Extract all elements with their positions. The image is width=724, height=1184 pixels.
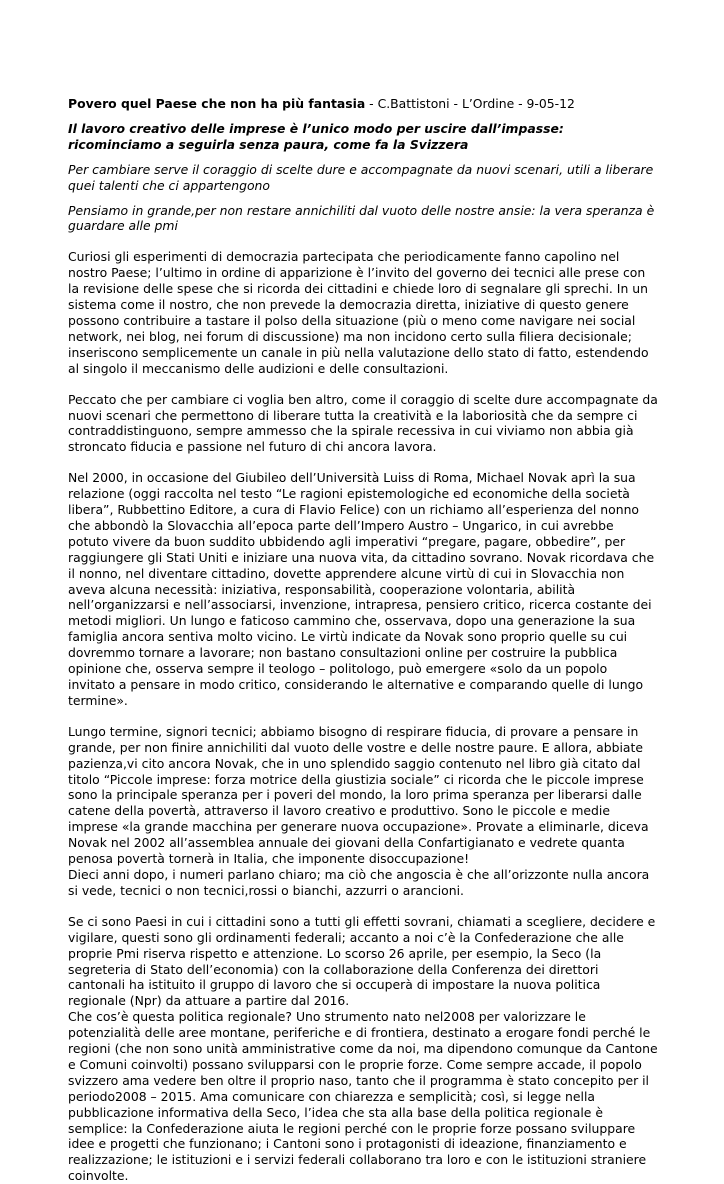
paragraph-3: Nel 2000, in occasione del Giubileo dell’Università Luiss di Roma, Michael Novak aprì la sua relazione (oggi raccolta nel testo “Le ragioni epistemologiche ed economiche della società libera”, Rubbettino Editore, a cura di Flavio Felice) con un richiamo all’esperienza del nonno che abbondò la Slovacchia all’epoca parte dell’Impero Austro – Ungarico, in cui avrebbe potuto vivere da buon suddito ubbidendo agli imperativi “pregare, pagare, obbedire”, per raggiungere gli Stati Uniti e iniziare una nuova vita, da cittadino sovrano. Novak ricordava che il nonno, nel diventare cittadino, dovette apprendere alcune virtù di cui in Slovacchia non aveva alcuna necessità: iniziativa, responsabilità, cooperazione volontaria, abilità nell’organizzarsi e nell’associarsi, invenzione, intrapresa, pensiero critico, ricerca costante dei metodi migliori. Un lungo e faticoso cammino che, osservava, dopo una generazione la sua famiglia ancora sentiva molto vicino. Le virtù indicate da Novak sono proprio quelle su cui dovremmo tornare a lavorare; non bastano consultazioni online per costruire la pubblica opinione che, osserva sempre il teologo – politologo, può emergere «solo da un popolo invitato a pensare in modo critico, considerando le alternative e comparando quelle di lungo termine».	[68, 470, 655, 708]
article-headline: Il lavoro creativo delle imprese è l’unico modo per uscire dall’impasse: ricominciamo a seguirla senza paura, come fa la Svizzera	[68, 120, 564, 152]
article-byline: - C.Battistoni - L’Ordine - 9-05-12	[365, 96, 575, 111]
paragraph-7: Che cos’è questa politica regionale? Uno strumento nato nel2008 per valorizzare le potenzialità delle aree montane, periferiche e di frontiera, destinato a erogare fondi perché le regioni (che non sono unità amministrative come da noi, ma dipendono comunque da Cantone e Comuni coinvolti) possano svilupparsi con le proprie forze. Come sempre accade, il popolo svizzero ama vedere ben oltre il proprio naso, tanto che il programma è stato concepito per il periodo2008 – 2015. Ama comunicare con chiarezza e semplicità; così, si legge nella pubblicazione informativa della Seco, l’idea che sta alla base della politica regionale è semplice: la Confederazione aiuta le regioni perché con le proprie forze possano sviluppare idee e progetti che funzionano; i Cantoni sono i protagonisti di ideazione, finanziamento e realizzazione; le istituzioni e i servizi federali collaborano tra loro e con le istituzioni straniere coinvolte.	[68, 1009, 658, 1184]
article-title: Povero quel Paese che non ha più fantasia	[68, 96, 366, 111]
paragraph-1: Curiosi gli esperimenti di democrazia partecipata che periodicamente fanno capolino nel nostro Paese; l’ultimo in ordine di apparizione è l’invito del governo dei tecnici alle prese con la revisione delle spese che si ricorda dei cittadini e chiede loro di segnalare gli sprechi. In un sistema come il nostro, che non prevede la democrazia diretta, iniziative di questo genere possono contribuire a tastare il polso della situazione (più o meno come navigare nei social network, nei blog, nei forum di discussione) ma non incidono certo sulla filiera decisionale; inseriscono semplicemente un canale in più nella valutazione dello stato di fatto, estendendo al singolo il meccanismo delle audizioni e delle consultazioni.	[68, 249, 649, 376]
title-line	[68, 96, 658, 112]
paragraph-6: Se ci sono Paesi in cui i cittadini sono a tutti gli effetti sovrani, chiamati a scegliere, decidere e vigilare, questi sono gli ordinamenti federali; accanto a noi c’è la Confederazione che alle proprie Pmi riserva rispetto e attenzione. Lo scorso 26 aprile, per esempio, la Seco (la segreteria di Stato dell’economia) con la collaborazione della Conferenza dei direttori cantonali ha istituito il gruppo di lavoro che si occuperà di impostare la nuova politica regionale (Npr) da attuare a partire dal 2016.	[68, 913, 656, 1009]
paragraph-4: Lungo termine, signori tecnici; abbiamo bisogno di respirare fiducia, di provare a pensare in grande, per non finire annichiliti dal vuoto delle vostre e delle nostre paure. E allora, abbiate pazienza,vi cito ancora Novak, che in uno splendido saggio contenuto nel libro già citato dal titolo “Piccole imprese: forza motrice della giustizia sociale” ci ricorda che le piccole imprese sono la principale speranza per i poveri del mondo, la loro prima speranza per liberarsi dalle catene della povertà, attraverso il lavoro creativo e produttivo. Sono le piccole e medie imprese «la grande macchina per generare nuova occupazione». Provate a eliminarle, diceva Novak nel 2002 all’assemblea annuale dei giovani della Confartigianato e vedrete quanta penosa povertà tornerà in Italia, che imponente disoccupazione!	[68, 723, 649, 867]
paragraph-5: Dieci anni dopo, i numeri parlano chiaro; ma ciò che angoscia è che all’orizzonte nulla ancora si vede, tecnici o non tecnici,rossi o bianchi, azzurri o arancioni.	[68, 866, 650, 898]
article-subline-1: Per cambiare serve il coraggio di scelte dure e accompagnate da nuovi scenari, utili a liberare quei talenti che ci appartengono	[68, 161, 654, 193]
document-page	[68, 96, 658, 1184]
article-subline-2: Pensiamo in grande,per non restare annichiliti dal vuoto delle nostre ansie: la vera speranza è guardare alle pmi	[68, 202, 655, 234]
paragraph-2: Peccato che per cambiare ci voglia ben altro, come il coraggio di scelte dure accompagnate da nuovi scenari che permettono di liberare tutta la creatività e la laboriosità che da sempre ci contraddistinguono, sempre ammesso che la spirale recessiva in cui viviamo non abbia già stroncato fiducia e passione nel futuro di chi ancora lavora.	[68, 391, 658, 455]
